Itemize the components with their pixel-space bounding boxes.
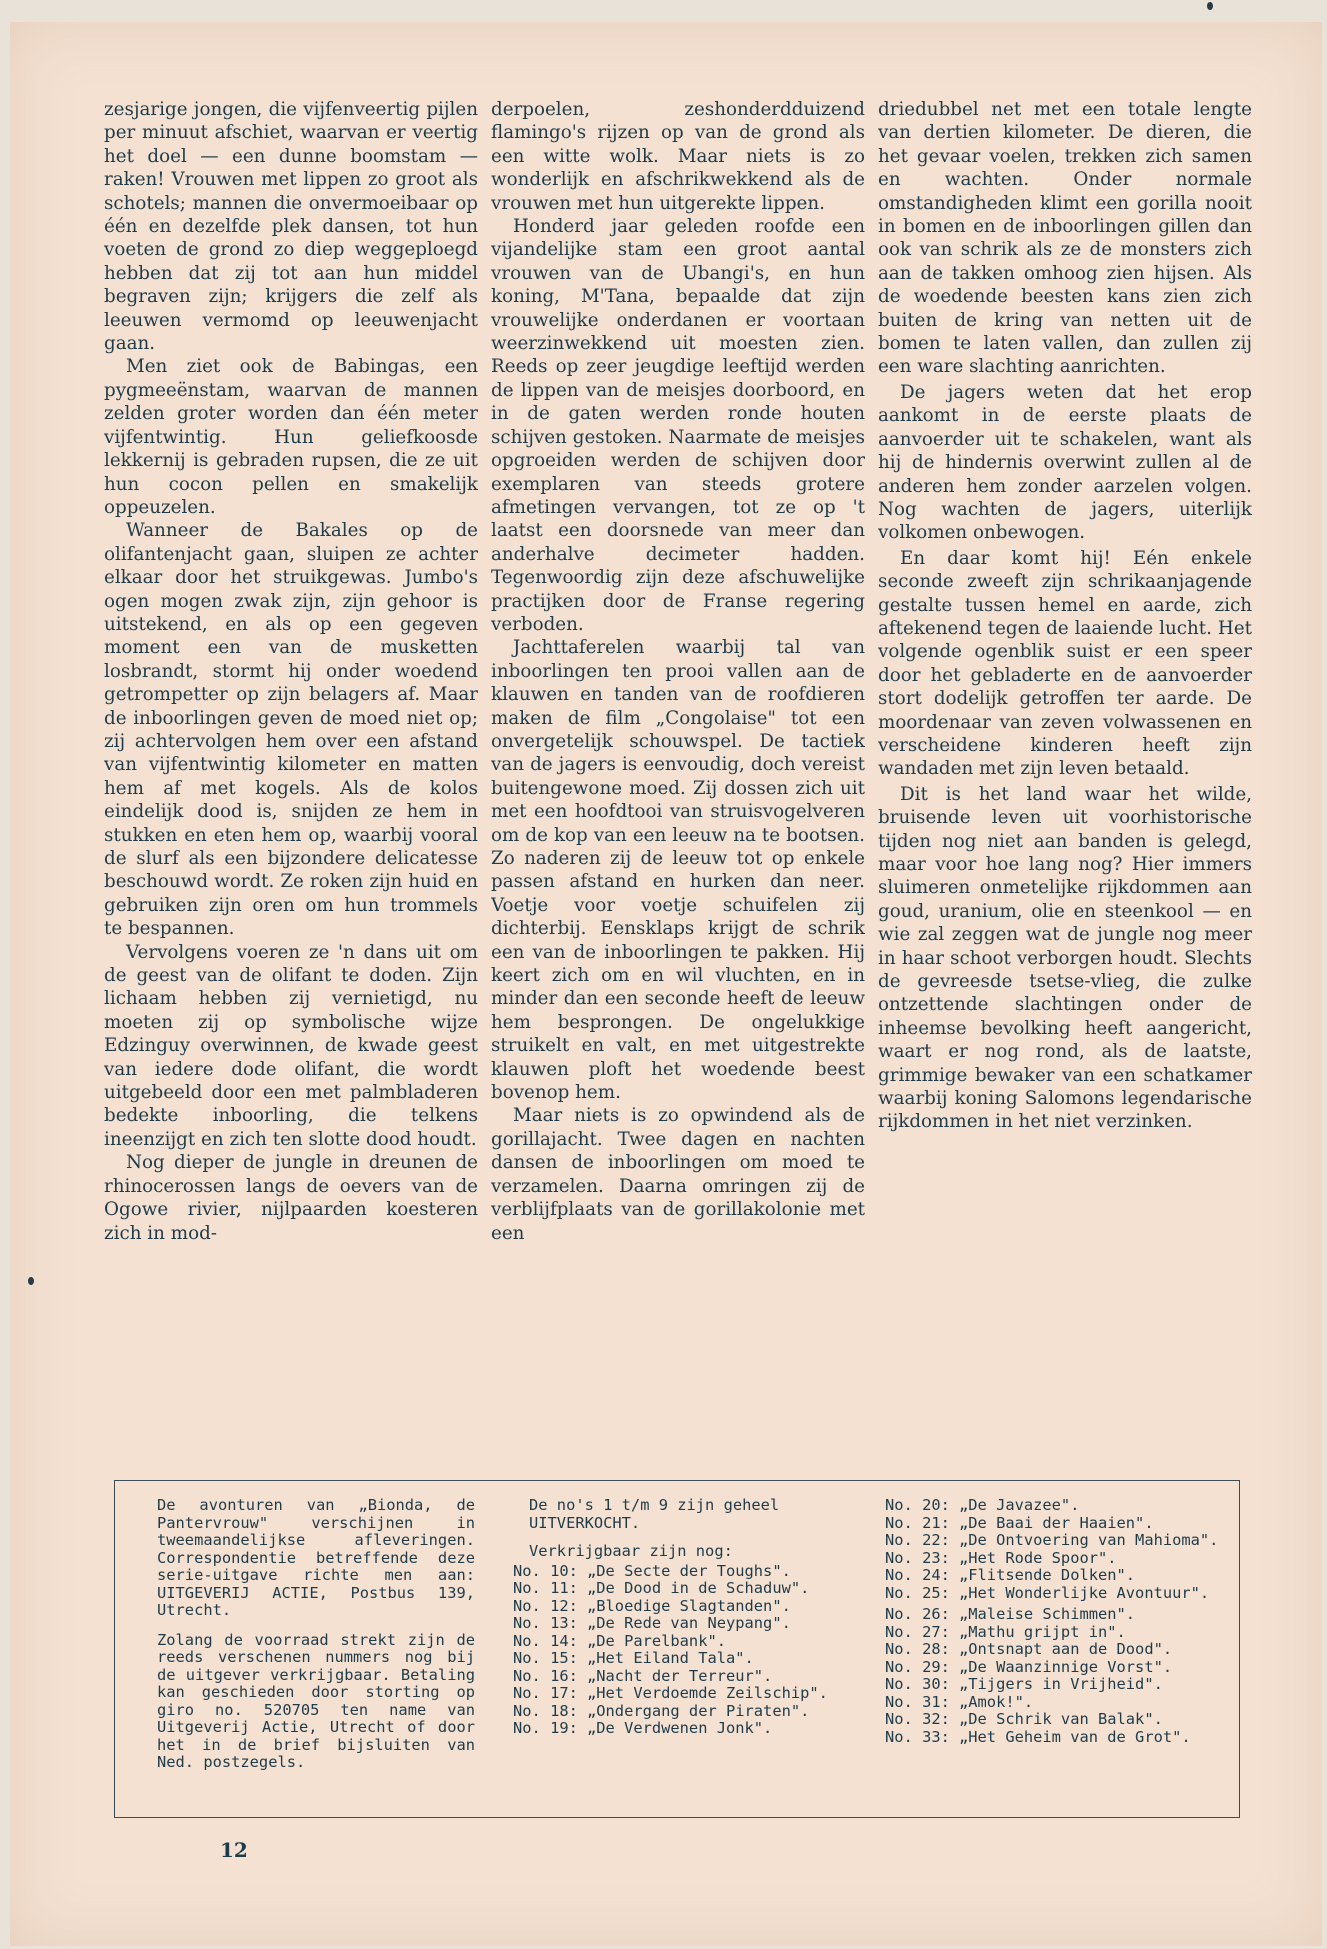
issue-number: No. 18: xyxy=(513,1701,578,1720)
issue-number: No. 29: xyxy=(885,1657,950,1676)
issue-entry xyxy=(885,1567,1225,1585)
issue-number: No. 17: xyxy=(513,1684,578,1702)
issue-number: No. 33: xyxy=(885,1727,950,1746)
back-issues-list-2 xyxy=(885,1497,1225,1746)
issue-title: „Het Geheim van de Grot". xyxy=(959,1727,1191,1746)
issue-title: „Het Verdoemde Zeilschip". xyxy=(587,1684,828,1702)
issue-entry xyxy=(513,1668,859,1686)
ordering-info-text: Zolang de voorraad strekt zijn de reeds verschenen nummers nog bij de uitgever verkrijgbaar. Betaling kan geschieden door storting op giro no. 520705 ten name van Uitgeverij Actie, Utrecht of door het in de brief bijsluiten van Ned. postzegels. xyxy=(157,1630,475,1771)
ink-speck xyxy=(1207,2,1213,10)
issue-entry xyxy=(513,1580,859,1598)
available-heading: Verkrijgbaar zijn nog: xyxy=(529,1542,733,1560)
issue-number: No. 11: xyxy=(513,1579,578,1597)
paragraph: Dit is het land waar het wilde, bruisende leven uit voorhistorische tijden nog niet aan banden is gelegd, maar voor hoe lang nog? Hier immers sluimeren onmetelijke rijkdommen aan goud, uranium, olie en steenkool — en wie zal zeggen wat de jungle nog meer in haar schoot verborgen houdt. Slechts de gevreesde tsetse-vlieg, die zulke ontzettende slachtingen onder de inheemse bevolking heeft aangericht, waart er nog rond, als de laatste, grimmige bewaker van een schatkamer waarbij koning Salomons legendarische rijkdommen in het niet verzinken. xyxy=(878,783,1252,1133)
issue-title: „De Javazee". xyxy=(959,1496,1080,1514)
issue-entry xyxy=(885,1497,1225,1515)
issue-number: No. 32: xyxy=(885,1710,950,1728)
issue-title: „Tijgers in Vrijheid". xyxy=(959,1675,1163,1693)
paragraph: De jagers weten dat het erop aankomt in de eerste plaats de aanvoerder uit te schakelen, want als hij de hindernis overwint zullen al de anderen hem zonder aarzelen volgen. Nog wachten de jagers, uiterlijk volkomen onbewogen. xyxy=(878,381,1252,544)
issue-number: No. 12: xyxy=(513,1596,578,1615)
issue-number: No. 26: xyxy=(885,1605,950,1623)
issue-title: „Flitsende Dolken". xyxy=(959,1566,1136,1584)
paragraph: zesjarige jongen, die vijfenveertig pijlen per minuut afschiet, waarvan er veertig het doel — een dunne boomstam — raken! Vrouwen met lippen zo groot als schotels; mannen die onvermoeibaar op één en dezelfde plek dansen, tot hun voeten de grond zo diep weggeploegd hebben dat zij tot aan hun middel begraven zijn; krijgers die zelf als leeuwen vermomd op leeuwenjacht gaan. xyxy=(104,99,478,355)
issue-entry xyxy=(885,1729,1225,1747)
issue-entry xyxy=(885,1585,1225,1603)
issue-number: No. 31: xyxy=(885,1692,950,1711)
issue-title: „De Schrik van Balak". xyxy=(959,1710,1163,1728)
article-column-3 xyxy=(878,98,1252,1458)
paragraph: Honderd jaar geleden roofde een vijandelijke stam een groot aantal vrouwen van de Ubangi's, en hun koning, M'Tana, bepaalde dat zijn vrouwelijke onderdanen er voortaan weerzinwekkend uit moesten zien. Reeds op zeer jeugdige leeftijd werden de lippen van de meisjes doorboord, en in de gaten werden ronde houten schijven gestoken. Naarmate de meisjes opgroeiden werden de schijven door exemplaren van steeds grotere afmetingen vervangen, tot ze op 't laatst een doorsnede van meer dan anderhalve decimeter hadden. Tegenwoordig zijn deze afschuwelijke practijken door de Franse regering verboden. xyxy=(491,216,865,635)
issue-title: „De Secte der Toughs". xyxy=(587,1561,791,1580)
issue-entry xyxy=(885,1550,1225,1568)
issue-entry xyxy=(885,1641,1225,1659)
issue-title: „Ontsnapt aan de Dood". xyxy=(959,1640,1173,1658)
issue-entry xyxy=(885,1676,1225,1694)
issue-title: „Nacht der Terreur". xyxy=(587,1666,773,1685)
issue-entry xyxy=(513,1703,859,1721)
ink-speck xyxy=(28,1277,34,1285)
issue-number: No. 22: xyxy=(885,1531,950,1549)
issue-entry xyxy=(885,1515,1225,1533)
magazine-page xyxy=(10,22,1322,1946)
issue-entry xyxy=(513,1598,859,1616)
issue-number: No. 27: xyxy=(885,1622,950,1641)
issue-title: „De Parelbank". xyxy=(587,1631,726,1650)
issue-title: „Amok!". xyxy=(959,1692,1034,1711)
issue-title: „Het Eiland Tala". xyxy=(587,1649,754,1667)
issue-entry xyxy=(885,1711,1225,1729)
issue-title: „De Verdwenen Jonk". xyxy=(587,1719,773,1737)
issue-list xyxy=(513,1563,859,1738)
paragraph: derpoelen, zeshonderdduizend flamingo's rijzen op van de grond als een witte wolk. Maar niets is zo wonderlijk en afschrikwekkend als de vrouwen met hun uitgerekte lippen. xyxy=(491,99,865,214)
paragraph: Wanneer de Bakales op de olifantenjacht gaan, sluipen ze achter elkaar door het struikgewas. Jumbo's ogen mogen zwak zijn, zijn gehoor is uitstekend, en als op een gegeven moment een van de musketten losbrandt, stormt hij onder woedend getrompetter op zijn belagers af. Maar de inboorlingen geven de moed niet op; zij achtervolgen hem over een afstand van vijfentwintig kilometer en matten hem af met kogels. Als de kolos eindelijk dood is, snijden ze hem in stukken en eten hem op, waarbij vooral de slurf als een bijzondere delicatesse beschouwd wordt. Ze roken zijn huid en gebruiken zijn oren om hun trommels te bespannen. xyxy=(104,520,478,940)
back-issues-list-1 xyxy=(513,1497,859,1738)
issue-number: No. 15: xyxy=(513,1649,578,1667)
issue-title: „Ondergang der Piraten". xyxy=(587,1701,810,1720)
publisher-notice xyxy=(157,1497,475,1772)
paragraph: Maar niets is zo opwindend als de gorillajacht. Twee dagen en nachten dansen de inboorlingen om moed te verzamelen. Daarna omringen zij de verblijfplaats van de gorillakolonie met een xyxy=(491,1105,865,1244)
issue-title: „Mathu grijpt in". xyxy=(959,1622,1126,1641)
issue-entry xyxy=(513,1615,859,1633)
sold-out-notice: De no's 1 t/m 9 zijn geheel UITVERKOCHT. xyxy=(529,1496,780,1532)
issue-title: „Het Wonderlijke Avontuur". xyxy=(959,1583,1210,1602)
issue-entry xyxy=(513,1650,859,1668)
paragraph: Jachttaferelen waarbij tal van inboorlingen ten prooi vallen aan de klauwen en tanden van de roofdieren maken de film „Congolaise" tot een onvergetelijk schouwspel. De tactiek van de jagers is eenvoudig, doch vereist buitengewone moed. Zij dossen zich uit met een hoofdtooi van struisvogelveren om de kop van een leeuw na te bootsen. Zo naderen zij de leeuw tot op enkele passen afstand en hurken dan neer. Voetje voor voetje schuifelen zij dichterbij. Eensklaps krijgt de schrik een van de inboorlingen te pakken. Hij keert zich om en wil vluchten, en in minder dan een seconde heeft de leeuw hem besprongen. De ongelukkige struikelt en valt, en met uitgestrekte klauwen ploft het woedende beest bovenop hem. xyxy=(491,637,865,1104)
issue-entry xyxy=(885,1659,1225,1677)
paragraph: En daar komt hij! Eén enkele seconde zweeft zijn schrikaanjagende gestalte tussen hemel en aarde, zich aftekenend tegen de laaiende lucht. Het volgende ogenblik suist er een speer door het gebladerte en de aanvoerder stort dodelijk getroffen ter aarde. De moordenaar van zeven volwassenen en verscheidene kinderen heeft zijn wandaden met zijn leven betaald. xyxy=(878,547,1252,780)
issue-title: „De Baai der Haaien". xyxy=(959,1513,1154,1532)
issue-number: No. 25: xyxy=(885,1583,950,1602)
issue-number: No. 13: xyxy=(513,1614,578,1632)
issue-entry xyxy=(513,1563,859,1581)
issue-entry xyxy=(513,1633,859,1651)
issue-title: „De Ontvoering van Mahioma". xyxy=(959,1531,1219,1549)
paragraph: Men ziet ook de Babingas, een pygmeeënstam, waarvan de mannen zelden groter worden dan één meter vijfentwintig. Hun geliefkoosde lekkernij is gebraden rupsen, die ze uit hun cocon pellen en smakelijk oppeuzelen. xyxy=(104,356,478,518)
issue-title: „De Rede van Neypang". xyxy=(587,1614,791,1632)
issue-number: No. 23: xyxy=(885,1548,950,1567)
issue-number: No. 24: xyxy=(885,1566,950,1584)
issue-entry xyxy=(513,1720,859,1738)
issue-title: „Bloedige Slagtanden". xyxy=(587,1596,791,1615)
issue-title: „De Dood in de Schaduw". xyxy=(587,1579,810,1597)
article-column-2 xyxy=(491,98,865,1458)
issue-number: No. 19: xyxy=(513,1719,578,1737)
issue-title: „Maleise Schimmen". xyxy=(959,1605,1136,1623)
issue-entry xyxy=(885,1694,1225,1712)
issue-number: No. 30: xyxy=(885,1675,950,1693)
issue-entry xyxy=(885,1624,1225,1642)
paragraph: Vervolgens voeren ze 'n dans uit om de geest van de olifant te doden. Zijn lichaam hebben zij vernietigd, nu moeten zij op symbolische wijze Edzinguy overwinnen, de kwade geest van iedere dode olifant, die wordt uitgebeeld door een met palmbladeren bedekte inboorling, die telkens ineenzijgt en zich ten slotte dood houdt. xyxy=(104,941,478,1150)
issue-entry xyxy=(885,1606,1225,1624)
issue-number: No. 21: xyxy=(885,1513,950,1532)
issue-number: No. 14: xyxy=(513,1631,578,1650)
paragraph: driedubbel net met een totale lengte van dertien kilometer. De dieren, die het gevaar voelen, trekken zich samen en wachten. Onder normale omstandigheden klimt een gorilla nooit in bomen en de inboorlingen gillen dan ook van schrik als ze de monsters zich aan de takken omhoog zien hijsen. Als de woedende beesten kans zien zich buiten de kring van netten uit de bomen te laten vallen, dan zullen zij een ware slachting aanrichten. xyxy=(878,99,1252,378)
article-body xyxy=(104,98,1252,1458)
issue-title: „De Waanzinnige Vorst". xyxy=(959,1657,1173,1676)
article-column-1 xyxy=(104,98,478,1458)
issue-entry xyxy=(513,1685,859,1703)
page-number: 12 xyxy=(220,1838,248,1862)
issue-number: No. 10: xyxy=(513,1561,578,1580)
issue-list xyxy=(885,1497,1225,1746)
paragraph: Nog dieper de jungle in dreunen de rhinocerossen langs de oevers van de Ogowe rivier, nijlpaarden koesteren zich in mod- xyxy=(104,1152,478,1244)
issue-number: No. 16: xyxy=(513,1666,578,1685)
issue-number: No. 28: xyxy=(885,1640,950,1658)
issue-title: „Het Rode Spoor". xyxy=(959,1548,1117,1567)
series-info-text: De avonturen van „Bionda, de Pantervrouw" verschijnen in tweemaandelijkse afleveringen. Correspondentie betreffende deze serie-uitgave richte men aan: UITGEVERIJ ACTIE, Postbus 139, Utrecht. xyxy=(157,1496,475,1619)
issue-entry xyxy=(885,1532,1225,1550)
publisher-info-box xyxy=(114,1480,1240,1818)
issue-number: No. 20: xyxy=(885,1496,950,1514)
